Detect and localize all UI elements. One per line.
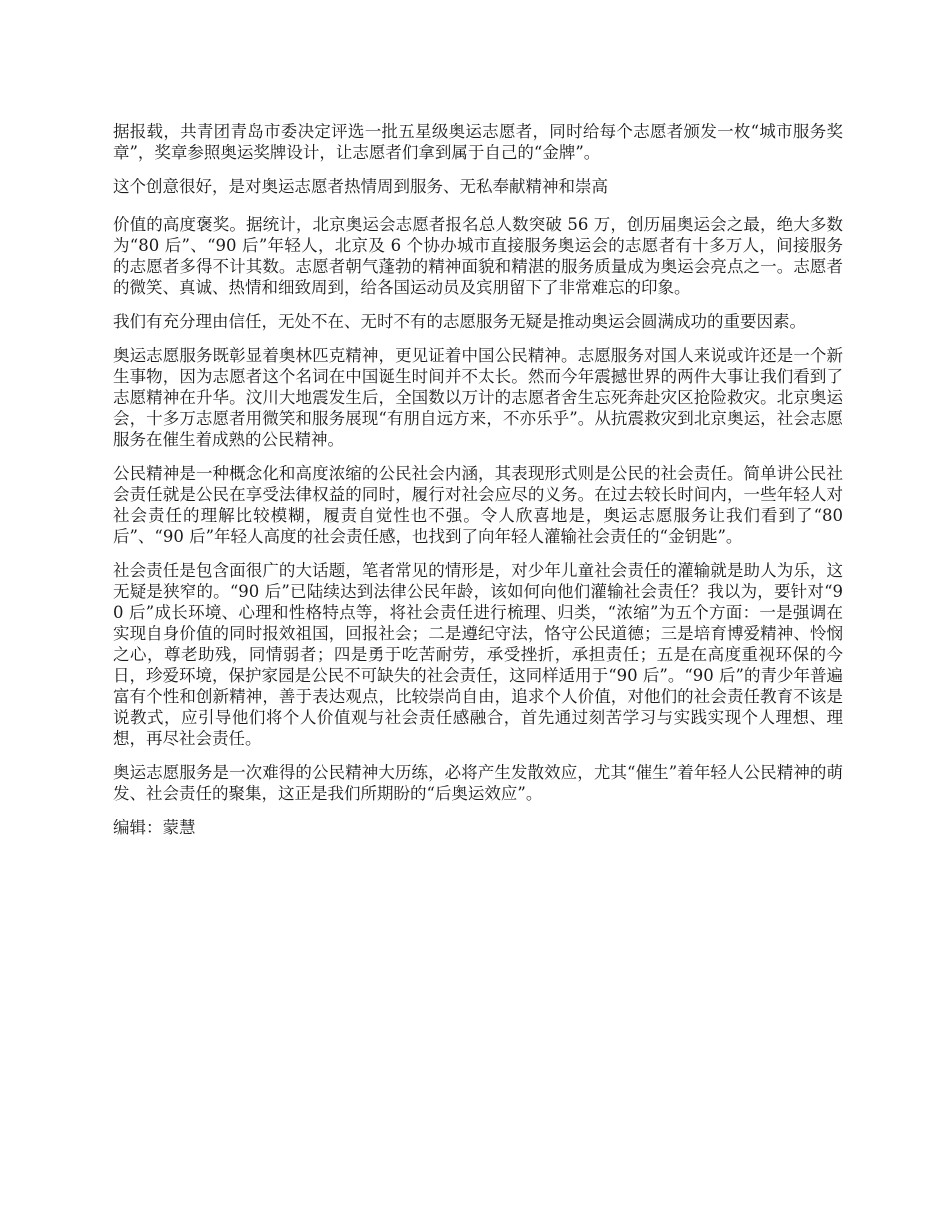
article-body (113, 121, 843, 838)
paragraph-6: 公民精神是一种概念化和高度浓缩的公民社会内涵，其表现形式则是公民的社会责任。简单讲公民社会责任就是公民在享受法律权益的同时，履行对社会应尽的义务。在过去较长时间内，一些年轻人对社会责任的理解比较模糊，履责自觉性也不强。令人欣喜地是，奥运志愿服务让我们看到了“80 后”、“90 后”年轻人高度的社会责任感，也找到了向年轻人灌输社会责任的“金钥匙”。 (113, 464, 843, 546)
paragraph-4: 我们有充分理由信任，无处不在、无时不有的志愿服务无疑是推动奥运会圆满成功的重要因素。 (113, 312, 806, 331)
paragraph-7: 社会责任是包含面很广的大话题，笔者常见的情形是，对少年儿童社会责任的灌输就是助人为乐，这无疑是狭窄的。“90 后”已陆续达到法律公民年龄，该如何向他们灌输社会责任？我以为，要针对“90 后”成长环境、心理和性格特点等，将社会责任进行梳理、归类，“浓缩”为五个方面：一是强调在实现自身价值的同时报效祖国，回报社会；二是遵纪守法，恪守公民道德；三是培育博爱精神、怜悯之心，尊老助残，同情弱者；四是勇于吃苦耐劳，承受挫折，承担责任；五是在高度重视环保的今日，珍爱环境，保护家园是公民不可缺失的社会责任，这同样适用于“90 后”。“90 后”的青少年普遍富有个性和创新精神，善于表达观点，比较崇尚自由，追求个人价值，对他们的社会责任教育不该是说教式，应引导他们将个人价值观与社会责任感融合，首先通过刻苦学习与实践实现个人理想、理想，再尽社会责任。 (113, 561, 843, 748)
paragraph-3: 价值的高度褒奖。据统计，北京奥运会志愿者报名总人数突破 56 万，创历届奥运会之最，绝大多数为“80 后”、“90 后”年轻人，北京及 6 个协办城市直接服务奥运会的志愿者有十多万人，间接服务的志愿者多得不计其数。志愿者朝气蓬勃的精神面貌和精湛的服务质量成为奥运会亮点之一。志愿者的微笑、真诚、热情和细致周到，给各国运动员及宾朋留下了非常难忘的印象。 (113, 215, 843, 297)
editor-credit: 编辑：蒙慧 (113, 818, 196, 837)
paragraph-1: 据报载，共青团青岛市委决定评选一批五星级奥运志愿者，同时给每个志愿者颁发一枚“城市服务奖章”，奖章参照奥运奖牌设计，让志愿者们拿到属于自己的“金牌”。 (113, 122, 843, 162)
paragraph-2: 这个创意很好，是对奥运志愿者热情周到服务、无私奉献精神和崇高 (113, 177, 608, 196)
paragraph-8: 奥运志愿服务是一次难得的公民精神大历练，必将产生发散效应，尤其“催生”着年轻人公民精神的萌发、社会责任的聚集，这正是我们所期盼的“后奥运效应”。 (113, 763, 843, 803)
paragraph-5: 奥运志愿服务既彰显着奥林匹克精神，更见证着中国公民精神。志愿服务对国人来说或许还是一个新生事物，因为志愿者这个名词在中国诞生时间并不太长。然而今年震撼世界的两件大事让我们看到了志愿精神在升华。汶川大地震发生后，全国数以万计的志愿者舍生忘死奔赴灾区抢险救灾。北京奥运会，十多万志愿者用微笑和服务展现“有朋自远方来，不亦乐乎”。从抗震救灾到北京奥运，社会志愿服务在催生着成熟的公民精神。 (113, 346, 843, 449)
